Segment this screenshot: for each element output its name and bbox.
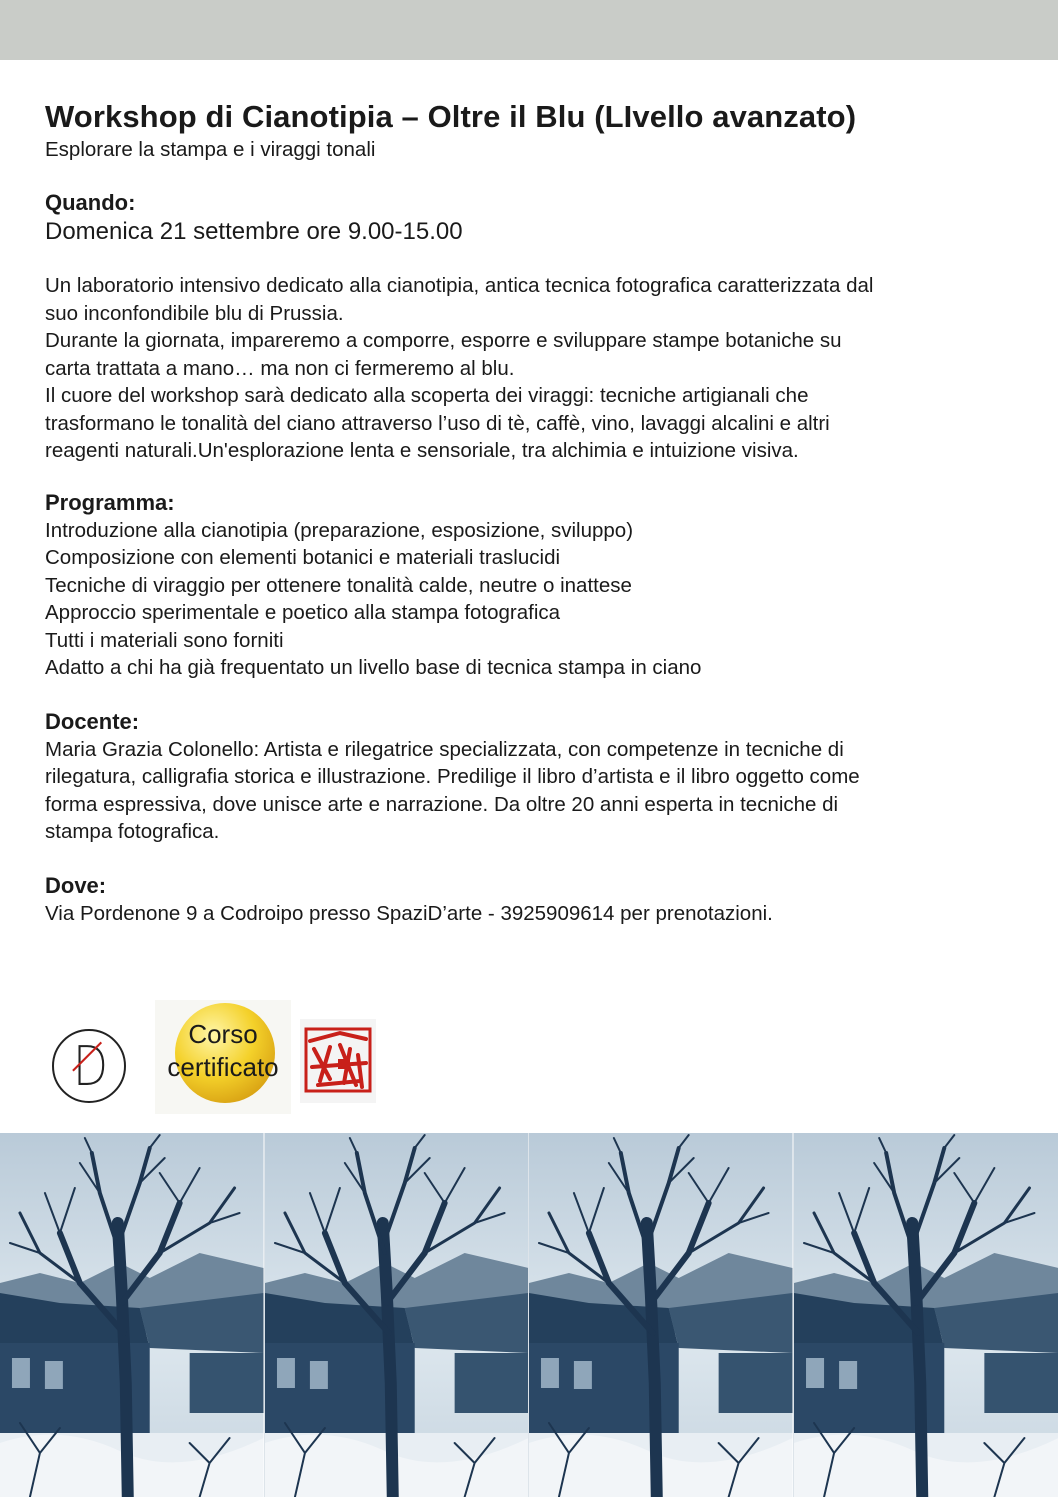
program-item: Adatto a chi ha già frequentato un livello base di tecnica stampa in ciano (45, 656, 702, 679)
top-band (0, 0, 1058, 60)
program-item: Introduzione alla cianotipia (preparazione, esposizione, sviluppo) (45, 518, 634, 542)
red-stamp-logo (300, 1019, 376, 1103)
when-text: Domenica 21 settembre ore 9.00-15.00 (45, 218, 463, 245)
cyanotype-tree-image (265, 1133, 530, 1497)
badge-text: Corso certificato (167, 1019, 279, 1082)
page-title: Workshop di Cianotipia – Oltre il Blu (LIvello avanzato) (45, 99, 857, 134)
page-subtitle: Esplorare la stampa e i viraggi tonali (45, 138, 376, 161)
cyanotype-tree-image (794, 1133, 1058, 1497)
program-item: Composizione con elementi botanici e materiali traslucidi (45, 546, 561, 569)
program-item: Approccio sperimentale e poetico alla stampa fotografica (45, 601, 561, 624)
cyanotype-tree-image (529, 1133, 794, 1497)
program-list (45, 517, 1025, 682)
program-item: Tecniche di viraggio per ottenere tonalità calde, neutre o inattese (45, 573, 632, 597)
teacher-text: Maria Grazia Colonello: Artista e rilegatrice specializzata, con competenze in tecniche di rilegatura, calligrafia storica e illustrazione. Predilige il libro d’artista e il libro oggetto come forma espressiva, dove unisce arte e narrazione. Da oltre 20 anni esperta in tecniche di stampa fotografica. (45, 737, 860, 843)
cyanotype-photo-strip (0, 1133, 1058, 1497)
program-item: Tutti i materiali sono forniti (45, 628, 284, 652)
flyer-content (45, 97, 1025, 927)
certified-course-badge (155, 1000, 291, 1114)
description-text: Un laboratorio intensivo dedicato alla cianotipia, antica tecnica fotografica caratterizzata dal suo inconfondibile blu di Prussia. Durante la giornata, impareremo a comporre, esporre e sviluppare stampe botaniche su carta trattata a mano… ma non ci fermeremo al blu. Il cuore del workshop sarà dedicato alla scoperta dei viraggi: tecniche artigianali che trasformano le tonalità del ciano attraverso l’uso di tè, caffè, vino, lavaggi alcalini e altri reagenti naturali.Un'esplorazione lenta e sensoriale, tra alchimia e intuizione visiva. (45, 274, 874, 462)
where-heading: Dove: (45, 872, 107, 898)
spazidarte-logo (52, 1029, 126, 1103)
where-text: Via Pordenone 9 a Codroipo presso SpaziD’arte - 3925909614 per prenotazioni. (45, 901, 773, 925)
teacher-heading: Docente: (45, 708, 140, 734)
program-heading: Programma: (45, 489, 175, 515)
logos-row (50, 1000, 390, 1118)
cyanotype-tree-image (0, 1133, 265, 1497)
when-heading: Quando: (45, 190, 136, 215)
